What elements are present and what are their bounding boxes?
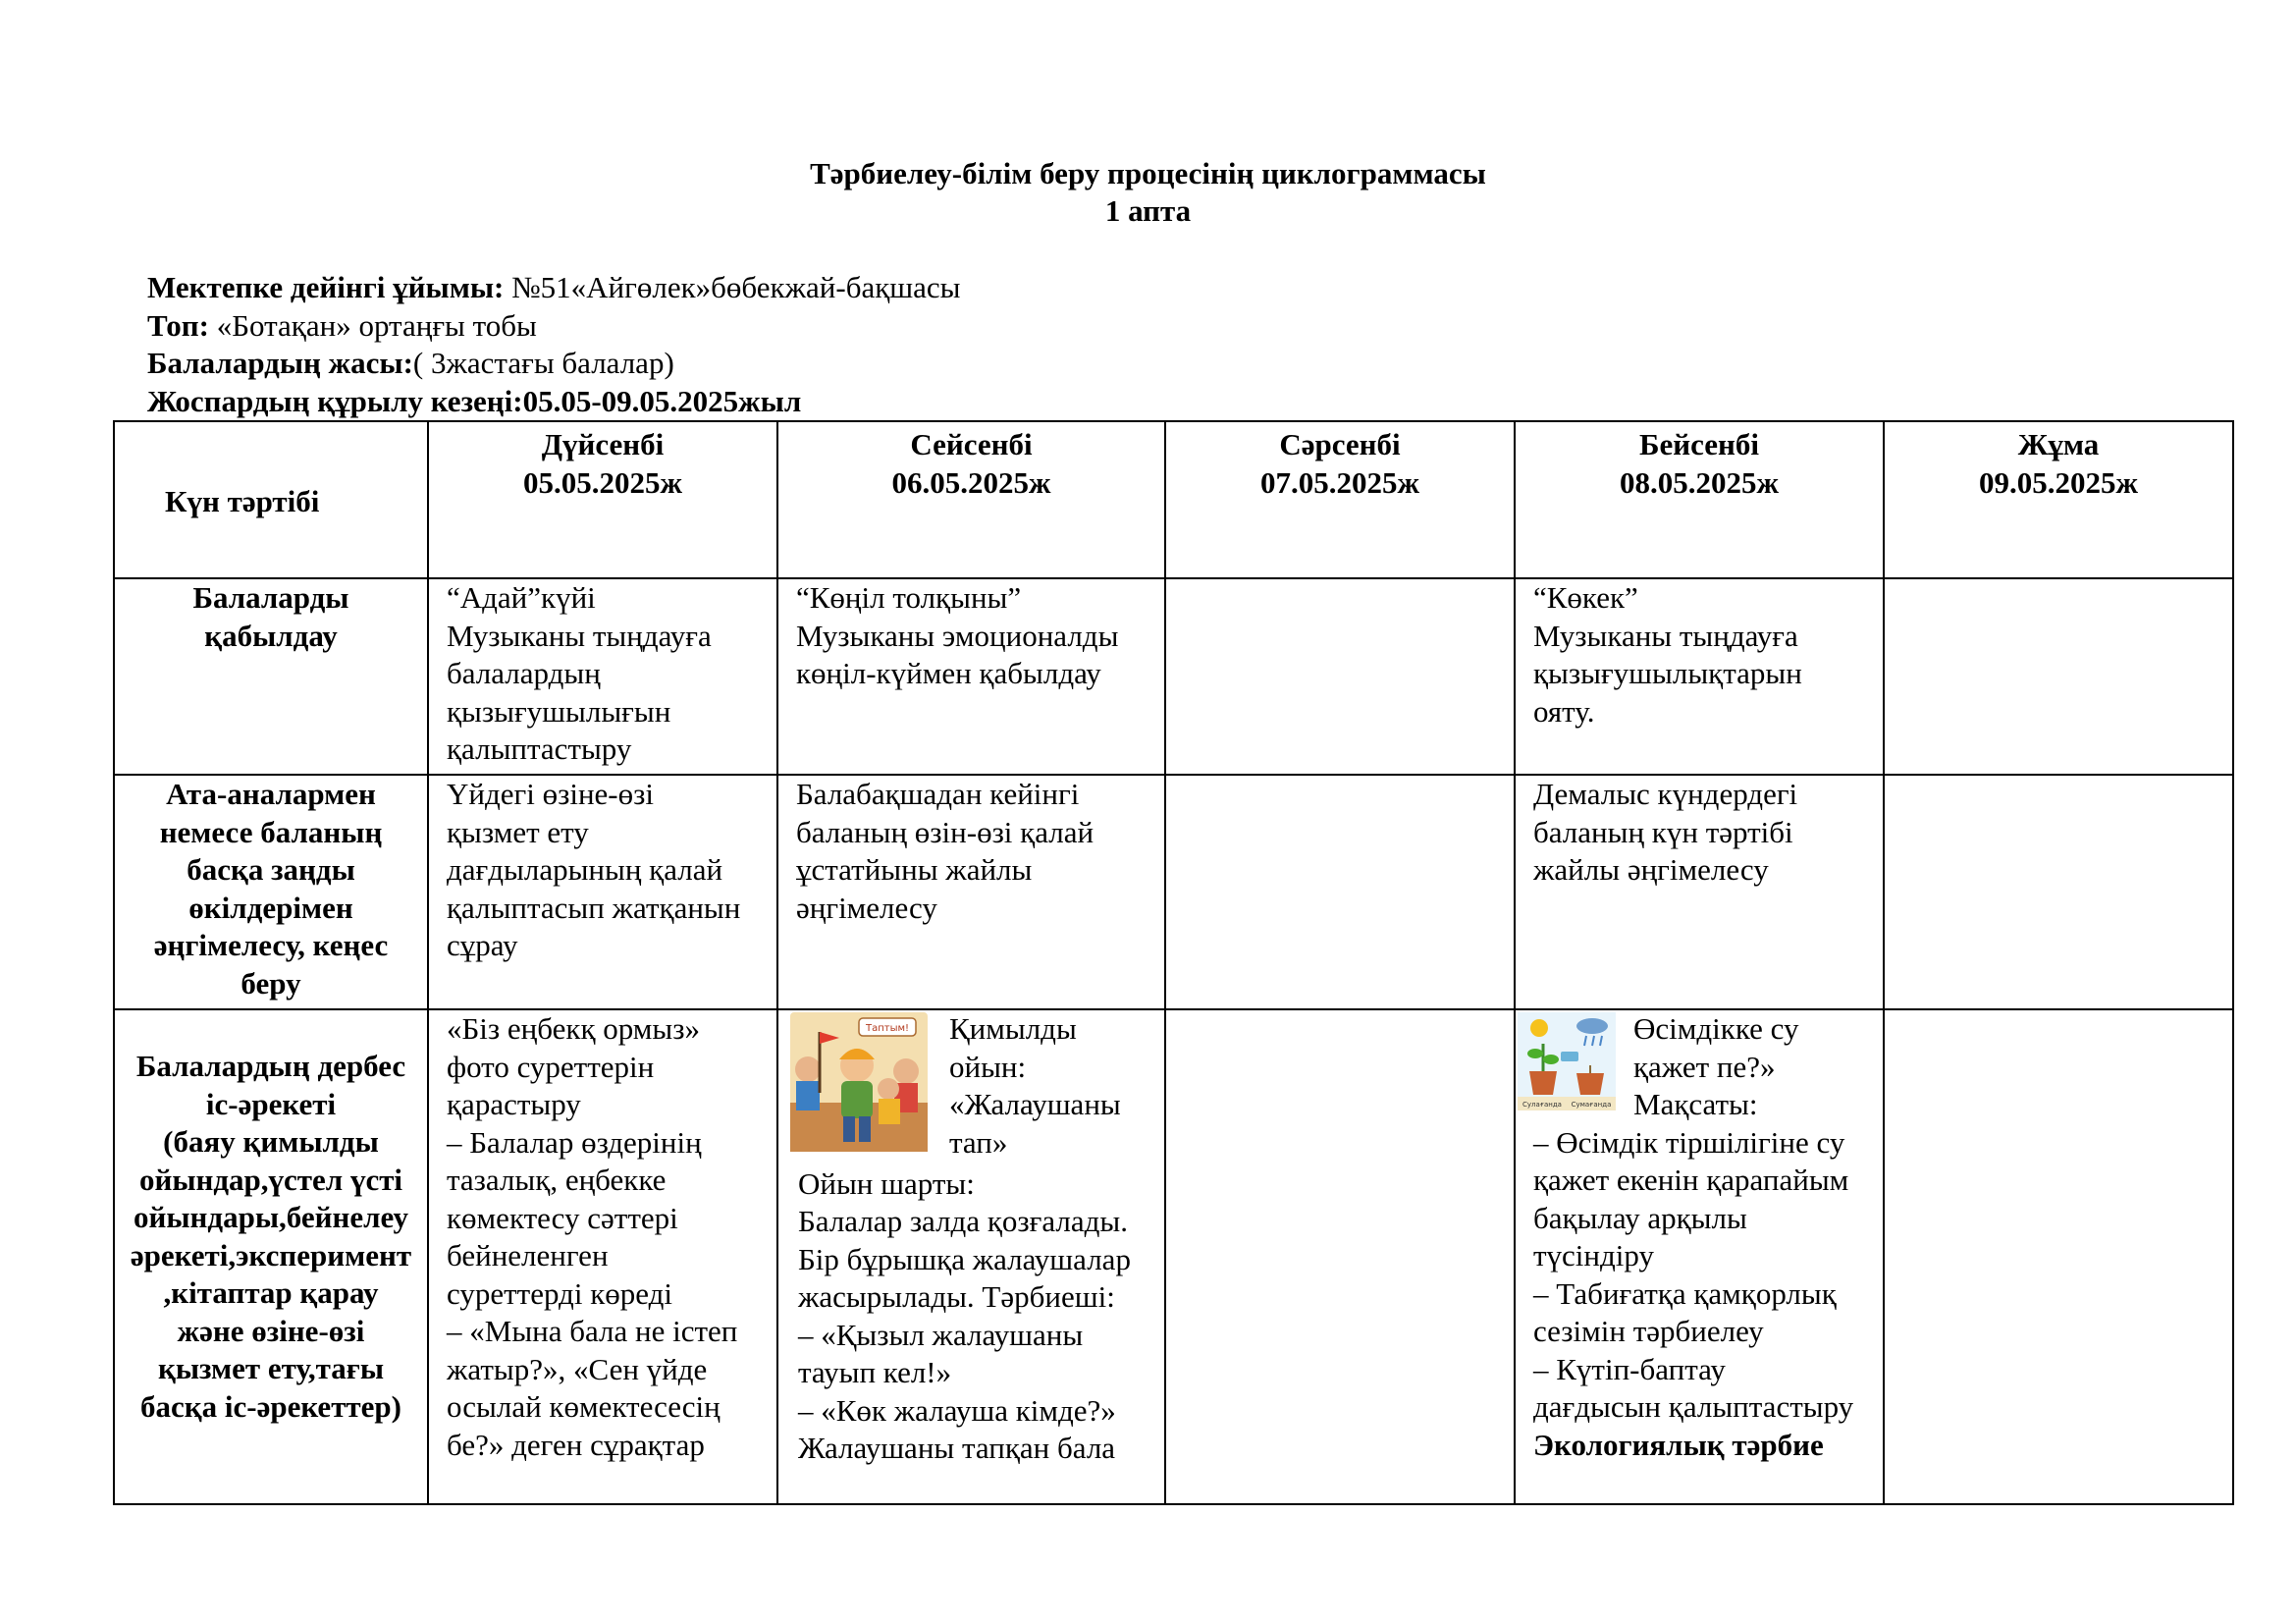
cell-activity-wednesday bbox=[1165, 1009, 1515, 1504]
row-label-line: (баяу қимылды bbox=[163, 1124, 379, 1159]
day-header-wednesday bbox=[1165, 421, 1515, 578]
image-label-right: Сумағанда bbox=[1571, 1101, 1612, 1109]
cell-line: Мақсаты: bbox=[1633, 1087, 1758, 1121]
row-label-line: ойындар,үстел үсті bbox=[138, 1162, 403, 1197]
row-label-reception bbox=[114, 578, 428, 775]
cell-activity-friday bbox=[1884, 1009, 2233, 1504]
day-date: 05.05.2025ж bbox=[523, 464, 682, 500]
cell-line: дағдысын қалыптастыру bbox=[1533, 1389, 1854, 1424]
day-date: 06.05.2025ж bbox=[891, 464, 1051, 500]
meta-org bbox=[147, 269, 961, 307]
document-subtitle: 1 апта bbox=[1104, 193, 1192, 228]
row-label-line: Балаларды bbox=[192, 580, 349, 615]
cell-line: – Өсімдік тіршілігіне су bbox=[1533, 1124, 1845, 1160]
meta-period-value: 05.05-09.05.2025жыл bbox=[522, 383, 802, 418]
routine-header: Күн тәртібі bbox=[165, 484, 320, 518]
day-header-thursday bbox=[1515, 421, 1884, 578]
row-label-line: әңгімелесу, кеңес bbox=[153, 928, 389, 962]
day-name: Дүйсенбі bbox=[541, 427, 665, 461]
cell-line: – «Көк жалауша кімде?» bbox=[798, 1392, 1116, 1428]
cell-line: бейнеленген bbox=[447, 1238, 609, 1272]
cell-line: ояту. bbox=[1533, 693, 1595, 729]
meta-org-label: Мектепке дейінгі ұйымы: bbox=[147, 270, 505, 304]
day-name: Сәрсенбі bbox=[1279, 427, 1401, 461]
cell-line: «Жалаушаны bbox=[949, 1087, 1121, 1121]
row-label-line: басқа заңды bbox=[187, 852, 355, 887]
row-label-line: іс-әрекеті bbox=[205, 1086, 337, 1121]
routine-header-cell bbox=[114, 421, 428, 578]
row-label-line: қызмет ету,тағы bbox=[157, 1351, 385, 1385]
cell-line: Музыканы тыңдауға bbox=[1533, 618, 1798, 653]
cell-line: қалыптасып жатқанын bbox=[447, 890, 741, 925]
meta-org-value: №51«Айгөлек»бөбекжай-бақшасы bbox=[504, 270, 961, 304]
cell-line: – Табиғатқа қамқорлық bbox=[1533, 1275, 1837, 1311]
cell-activity-monday bbox=[428, 1009, 777, 1504]
cell-line: «Біз еңбекқ ормыз» bbox=[447, 1011, 700, 1046]
row-label-line: немесе баланың bbox=[159, 814, 383, 849]
image-caption-text: Таптым! bbox=[865, 1023, 910, 1034]
cell-line: дағдыларының қалай bbox=[447, 852, 723, 887]
meta-age-label: Балалардың жасы: bbox=[147, 346, 413, 380]
row-label-line: ойындары,бейнелеу bbox=[133, 1200, 408, 1234]
cell-line: қарастыру bbox=[447, 1087, 581, 1121]
cell-line: “Көңіл толқыны” bbox=[796, 580, 1022, 615]
cell-line: суреттерді көреді bbox=[447, 1275, 672, 1311]
row-label-line: беру bbox=[240, 965, 301, 1001]
cell-line: баланың өзін-өзі қалай bbox=[796, 814, 1095, 849]
cell-line: ойын: bbox=[949, 1049, 1027, 1084]
table-row-parents bbox=[114, 775, 2233, 1009]
cell-activity-thursday bbox=[1515, 1009, 1884, 1504]
day-name: Бейсенбі bbox=[1639, 427, 1759, 461]
table-row-independent-activity bbox=[114, 1009, 2233, 1504]
cell-line: – «Мына бала не істеп bbox=[447, 1314, 738, 1348]
cell-line: Үйдегі өзіне-өзі bbox=[447, 777, 654, 811]
document-title-block bbox=[0, 155, 2296, 230]
meta-group-value: «Ботақан» ортаңғы тобы bbox=[208, 307, 537, 343]
row-label-line: басқа іс-әрекеттер) bbox=[140, 1388, 401, 1424]
meta-info bbox=[147, 269, 961, 420]
document-title: Тәрбиелеу-білім беру процесінің циклограммасы bbox=[810, 156, 1486, 190]
cell-line: сұрау bbox=[447, 928, 518, 962]
day-header-tuesday bbox=[777, 421, 1165, 578]
cell-line: жайлы әңгімелесу bbox=[1533, 852, 1769, 887]
row-label-line: әрекеті,эксперимент bbox=[130, 1237, 412, 1272]
cell-line: бе?» деген сұрақтар bbox=[447, 1427, 705, 1462]
cell-line: фото суреттерін bbox=[447, 1049, 655, 1084]
day-date: 07.05.2025ж bbox=[1260, 464, 1419, 500]
cell-reception-monday bbox=[428, 578, 777, 775]
row-label-line: қабылдау bbox=[204, 618, 338, 653]
cell-line: жатыр?», «Сен үйде bbox=[447, 1351, 708, 1386]
cell-parents-wednesday bbox=[1165, 775, 1515, 1009]
cell-line: сезімін тәрбиелеу bbox=[1533, 1314, 1764, 1348]
day-header-friday bbox=[1884, 421, 2233, 578]
cell-line: осылай көмектесесің bbox=[447, 1389, 721, 1424]
meta-group-label: Топ: bbox=[147, 307, 209, 343]
cell-line: Демалыс күндердегі bbox=[1533, 777, 1798, 811]
cell-line: әңгімелесу bbox=[796, 890, 937, 925]
kids-flag-game-image bbox=[790, 1012, 928, 1162]
cell-parents-monday bbox=[428, 775, 777, 1009]
cell-line: Балалар залда қозғалады. bbox=[798, 1204, 1128, 1238]
cell-line: Жалаушаны тапқан бала bbox=[798, 1431, 1116, 1465]
cell-line: – Балалар өздерінің bbox=[447, 1124, 702, 1160]
table-row-reception bbox=[114, 578, 2233, 775]
cell-line: баланың күн тәртібі bbox=[1533, 814, 1793, 849]
cell-line: қажет пе?» bbox=[1633, 1049, 1776, 1084]
cell-line: Өсімдікке су bbox=[1633, 1011, 1799, 1046]
day-date: 08.05.2025ж bbox=[1620, 464, 1779, 500]
cell-line: көмектесу сәттері bbox=[447, 1200, 678, 1235]
cell-line: тазалық, еңбекке bbox=[447, 1163, 667, 1197]
cell-line: Балабақшадан кейінгі bbox=[796, 777, 1080, 811]
meta-period-label: Жоспардың құрылу кезеңі: bbox=[147, 383, 523, 418]
cell-parents-friday bbox=[1884, 775, 2233, 1009]
cell-activity-tuesday bbox=[777, 1009, 1165, 1504]
cell-line: бақылау арқылы bbox=[1533, 1200, 1747, 1235]
cell-reception-tuesday bbox=[777, 578, 1165, 775]
cell-line: тауып кел!» bbox=[798, 1355, 952, 1389]
cell-line: жасырылады. Тәрбиеші: bbox=[798, 1279, 1115, 1314]
cell-line: Ойын шарты: bbox=[798, 1165, 975, 1201]
cell-line: – «Қызыл жалаушаны bbox=[798, 1317, 1084, 1352]
cell-line: қызығушылықтарын bbox=[1533, 656, 1802, 690]
cell-line: – Күтіп-баптау bbox=[1533, 1351, 1726, 1386]
table-header-row bbox=[114, 421, 2233, 578]
cell-line: қызығушылығын bbox=[447, 693, 671, 729]
cell-line: қызмет ету bbox=[447, 814, 589, 849]
cell-reception-thursday bbox=[1515, 578, 1884, 775]
cell-line: түсіндіру bbox=[1533, 1238, 1654, 1272]
day-header-monday bbox=[428, 421, 777, 578]
cell-footer-bold: Экологиялық тәрбие bbox=[1533, 1427, 1824, 1462]
meta-group bbox=[147, 307, 961, 346]
plant-watering-image bbox=[1518, 1012, 1616, 1120]
cell-line: “Көкек” bbox=[1533, 580, 1638, 615]
meta-age-value: ( 3жастағы балалар) bbox=[412, 346, 674, 380]
cell-line: ұстатйыны жайлы bbox=[796, 852, 1033, 887]
row-label-line: Балалардың дербес bbox=[135, 1049, 406, 1083]
cell-line: тап» bbox=[949, 1124, 1008, 1160]
cell-reception-wednesday bbox=[1165, 578, 1515, 775]
cell-line: Қимылды bbox=[949, 1011, 1077, 1046]
cell-parents-thursday bbox=[1515, 775, 1884, 1009]
cell-line: Музыканы эмоционалды bbox=[796, 618, 1119, 653]
day-name: Жұма bbox=[2017, 427, 2100, 461]
cell-line: қалыптастыру bbox=[447, 731, 632, 766]
row-label-independent-activity bbox=[114, 1009, 428, 1504]
image-label-left: Сулағанда bbox=[1522, 1101, 1562, 1109]
day-name: Сейсенбі bbox=[910, 427, 1033, 461]
cell-line: “Адай”күйі bbox=[447, 580, 596, 615]
row-label-line: Ата-аналармен bbox=[166, 777, 376, 811]
meta-period bbox=[147, 383, 961, 421]
row-label-line: өкілдерімен bbox=[188, 890, 353, 925]
row-label-parents bbox=[114, 775, 428, 1009]
cell-line: балалардың bbox=[447, 656, 601, 690]
cell-line: Бір бұрышқа жалаушалар bbox=[798, 1241, 1131, 1276]
cell-line: Музыканы тыңдауға bbox=[447, 618, 712, 653]
cell-parents-tuesday bbox=[777, 775, 1165, 1009]
schedule-table bbox=[113, 420, 2234, 1505]
row-label-line: және өзіне-өзі bbox=[177, 1313, 365, 1348]
day-date: 09.05.2025ж bbox=[1979, 464, 2138, 500]
cell-line: көңіл-күймен қабылдау bbox=[796, 656, 1101, 690]
cell-reception-friday bbox=[1884, 578, 2233, 775]
cell-line: қажет екенін қарапайым bbox=[1533, 1163, 1849, 1197]
meta-age bbox=[147, 345, 961, 383]
row-label-line: ,кітаптар қарау bbox=[163, 1275, 379, 1310]
